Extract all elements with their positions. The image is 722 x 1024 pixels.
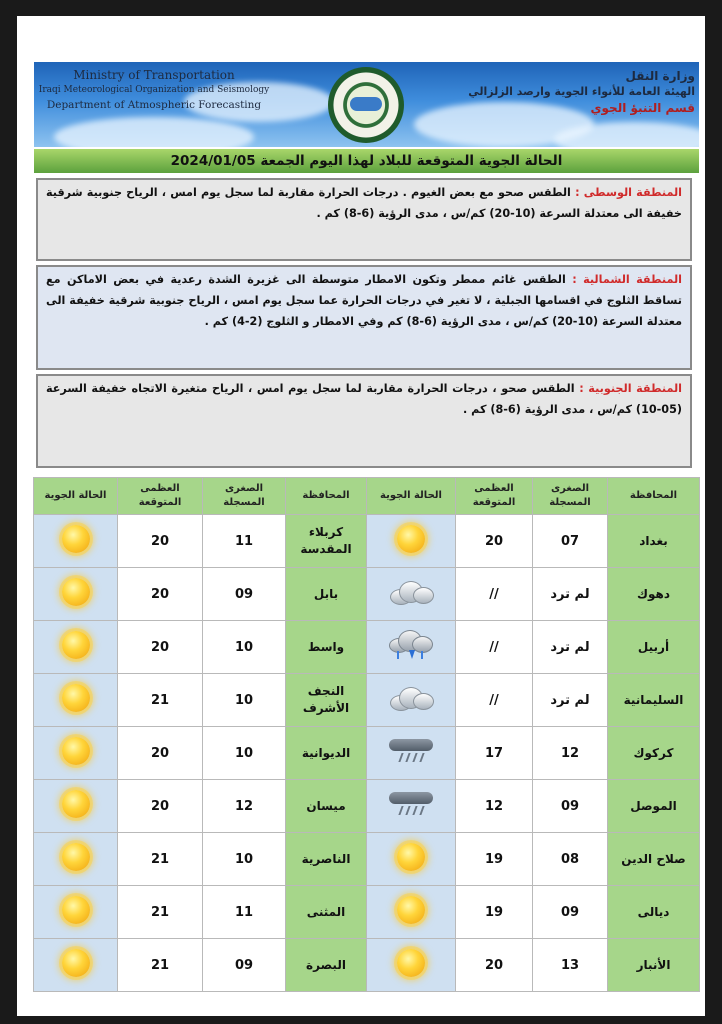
table-row	[34, 568, 700, 621]
min-temp-cell: لم ترد	[533, 568, 608, 621]
min-temp-cell: 09	[533, 886, 608, 939]
max-temp-cell: 20	[118, 568, 203, 621]
min-temp-cell: 11	[203, 886, 286, 939]
sun-icon	[62, 631, 90, 659]
weather-cell	[367, 886, 456, 939]
table-row	[34, 515, 700, 568]
min-temp-cell: لم ترد	[533, 674, 608, 727]
max-temp-cell: 21	[118, 674, 203, 727]
weather-cell	[34, 939, 118, 992]
region-text: الطقس صحو ، درجات الحرارة مقاربة لما سجل يوم امس ، الرياح متغيرة الاتجاه خفيفة السرعة (05-10) كم/س ، مدى الرؤية (6-8) كم .	[46, 382, 682, 416]
sun-icon	[62, 737, 90, 765]
max-temp-cell: 21	[118, 833, 203, 886]
governorate-cell: الموصل	[608, 780, 700, 833]
weather-cell	[34, 833, 118, 886]
region-text: الطقس صحو مع بعض الغيوم . درجات الحرارة مقاربة لما سجل يوم امس ، الرياح جنوبية شرقية خفيفة الى معتدلة السرعة (10-20) كم/س ، مدى الرؤية (6-8) كم .	[46, 186, 682, 220]
governorate-cell: أربيل	[608, 621, 700, 674]
sun-icon	[62, 896, 90, 924]
organization-name-ar: الهيئة العامة للأنواء الجوية وارصد الزلزالي	[468, 85, 695, 98]
governorate-cell: دهوك	[608, 568, 700, 621]
region-south-box	[36, 374, 692, 468]
min-temp-cell: 12	[203, 780, 286, 833]
organization-logo	[328, 67, 404, 143]
rain-cloud-icon	[386, 735, 436, 767]
max-temp-cell: 12	[456, 780, 533, 833]
weather-cell	[367, 727, 456, 780]
weather-cell	[367, 833, 456, 886]
region-north-box	[36, 265, 692, 370]
sun-icon	[62, 949, 90, 977]
header-governorate: المحافظة	[608, 478, 700, 515]
max-temp-cell: 20	[118, 780, 203, 833]
min-temp-cell: 11	[203, 515, 286, 568]
min-temp-cell: 10	[203, 727, 286, 780]
weather-cell	[34, 515, 118, 568]
min-temp-cell: 09	[203, 568, 286, 621]
header-weather: الحالة الجوية	[34, 478, 118, 515]
min-temp-cell: 13	[533, 939, 608, 992]
governorate-cell: واسط	[286, 621, 367, 674]
weather-cell	[34, 727, 118, 780]
sun-icon	[62, 578, 90, 606]
sun-icon	[62, 790, 90, 818]
sun-icon	[62, 843, 90, 871]
region-name: المنطقة الجنوبية :	[579, 382, 682, 395]
min-temp-cell: لم ترد	[533, 621, 608, 674]
cloud-icon	[388, 580, 434, 604]
weather-cell	[34, 780, 118, 833]
max-temp-cell: //	[456, 674, 533, 727]
table-row	[34, 727, 700, 780]
temperature-table	[33, 477, 700, 992]
weather-cell	[367, 674, 456, 727]
table-header-row	[34, 478, 700, 515]
min-temp-cell: 10	[203, 833, 286, 886]
region-name: المنطقة الوسطى :	[575, 186, 683, 199]
forecast-title: الحالة الجوية المتوقعة للبلاد لهذا اليوم الجمعة 2024/01/05	[34, 149, 699, 173]
weather-cell	[367, 568, 456, 621]
ministry-name-ar: وزارة النقل	[625, 69, 695, 83]
region-text: الطقس غائم ممطر وتكون الامطار متوسطة الى غزيرة الشدة رعدية في بعض الاماكن مع تساقط الثلوج في اقسامها الجبلية ، لا تغير في درجات الحرارة عما سجل يوم امس ، الرياح جنوبية شرقية خفيفة الى معتدلة السرعة (10-20) كم/س ، مدى الرؤية (6-8) كم وفي الامطار و الثلوج (2-4) كم .	[46, 273, 682, 328]
max-temp-cell: 21	[118, 939, 203, 992]
max-temp-cell: 19	[456, 833, 533, 886]
governorate-cell: بابل	[286, 568, 367, 621]
min-temp-cell: 09	[533, 780, 608, 833]
english-header	[34, 68, 274, 113]
table-row	[34, 621, 700, 674]
governorate-cell: ميسان	[286, 780, 367, 833]
sun-icon	[62, 525, 90, 553]
min-temp-cell: 10	[203, 621, 286, 674]
max-temp-cell: 20	[118, 515, 203, 568]
max-temp-cell: 20	[456, 939, 533, 992]
max-temp-cell: 17	[456, 727, 533, 780]
thunder-rain-icon	[385, 628, 437, 662]
sun-icon	[397, 896, 425, 924]
min-temp-cell: 07	[533, 515, 608, 568]
max-temp-cell: 20	[456, 515, 533, 568]
max-temp-cell: //	[456, 568, 533, 621]
sun-icon	[397, 525, 425, 553]
max-temp-cell: 20	[118, 727, 203, 780]
governorate-cell: ديالى	[608, 886, 700, 939]
table-row	[34, 833, 700, 886]
department-name-ar: قسم التنبؤ الجوي	[590, 101, 695, 115]
governorate-cell: النجف الأشرف	[286, 674, 367, 727]
governorate-cell: كركوك	[608, 727, 700, 780]
governorate-cell: البصرة	[286, 939, 367, 992]
governorate-cell: صلاح الدين	[608, 833, 700, 886]
weather-cell	[34, 621, 118, 674]
table-row	[34, 674, 700, 727]
header-banner	[34, 62, 699, 147]
min-temp-cell: 12	[533, 727, 608, 780]
organization-name-en: Iraqi Meteorological Organization and Seismology	[38, 85, 270, 95]
max-temp-cell: 20	[118, 621, 203, 674]
arabic-header	[445, 68, 695, 116]
sun-icon	[397, 843, 425, 871]
weather-cell	[367, 515, 456, 568]
sun-icon	[62, 684, 90, 712]
governorate-cell: الأنبار	[608, 939, 700, 992]
governorate-cell: الديوانية	[286, 727, 367, 780]
table-row	[34, 939, 700, 992]
cloud-icon	[388, 686, 434, 710]
governorate-cell: المثنى	[286, 886, 367, 939]
header-max-temp: العظمى المتوقعة	[118, 478, 203, 515]
rain-cloud-icon	[386, 788, 436, 820]
max-temp-cell: 21	[118, 886, 203, 939]
governorate-cell: الناصرية	[286, 833, 367, 886]
header-governorate: المحافظة	[286, 478, 367, 515]
header-min-temp: الصغرى المسجلة	[533, 478, 608, 515]
weather-cell	[367, 939, 456, 992]
min-temp-cell: 08	[533, 833, 608, 886]
region-name: المنطقة الشمالية :	[572, 273, 682, 286]
governorate-cell: بغداد	[608, 515, 700, 568]
header-min-temp: الصغرى المسجلة	[203, 478, 286, 515]
department-name-en: Department of Atmospheric Forecasting	[46, 99, 262, 111]
header-max-temp: العظمى المتوقعة	[456, 478, 533, 515]
min-temp-cell: 09	[203, 939, 286, 992]
min-temp-cell: 10	[203, 674, 286, 727]
governorate-cell: السليمانية	[608, 674, 700, 727]
region-central-box	[36, 178, 692, 261]
max-temp-cell: //	[456, 621, 533, 674]
weather-cell	[367, 621, 456, 674]
weather-cell	[34, 568, 118, 621]
ministry-name-en: Ministry of Transportation	[73, 68, 235, 82]
weather-cell	[367, 780, 456, 833]
weather-cell	[34, 886, 118, 939]
max-temp-cell: 19	[456, 886, 533, 939]
weather-cell	[34, 674, 118, 727]
governorate-cell: كربلاء المقدسة	[286, 515, 367, 568]
sun-icon	[397, 949, 425, 977]
table-row	[34, 886, 700, 939]
header-weather: الحالة الجوية	[367, 478, 456, 515]
table-row	[34, 780, 700, 833]
